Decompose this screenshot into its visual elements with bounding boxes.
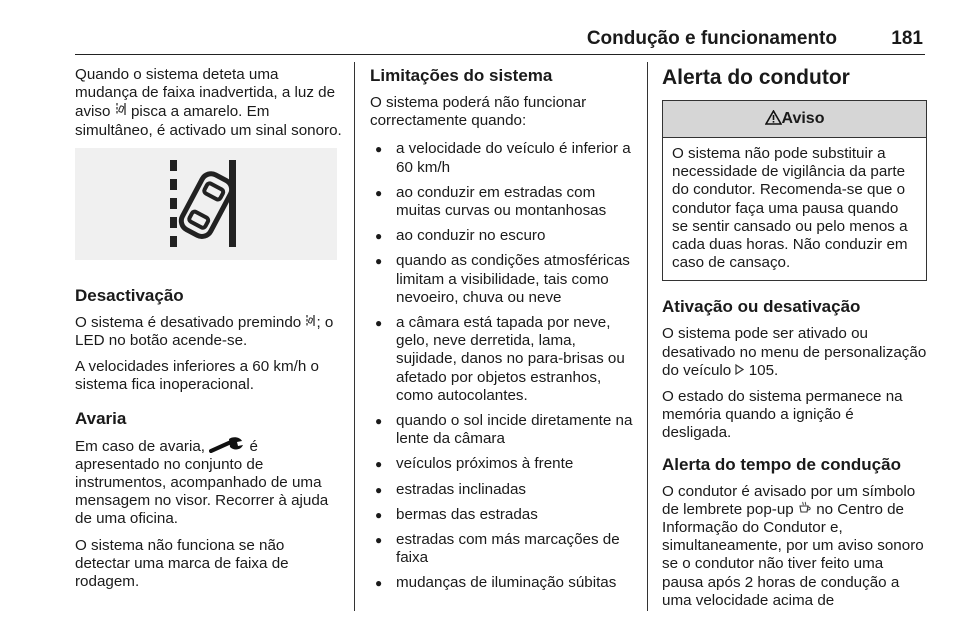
warning-title: Aviso [781,110,825,127]
list-item: ● estradas com más marcações de faixa [370,531,636,567]
activation-memory-paragraph: O estado do sistema permanece na memória quando a ignição é desligada. [662,388,903,442]
lane-car-graphic [146,156,266,252]
lane-car-illustration [75,148,337,260]
driver-alert-heading: Alerta do condutor [662,66,850,89]
page-header [75,28,925,55]
list-item: ● ao conduzir em estradas com muitas curvas ou montanhosas [370,184,636,220]
list-item: ● mudanças de iluminação súbitas [370,574,636,592]
page-number: 181 [891,28,923,49]
wrench-icon [209,437,245,453]
warning-text: O sistema não pode substituir a necessidade de vigilância da parte do condutor. Recomenda-se que o condutor faça uma pausa quando se sentir cansado ou pelo menos a cada duas horas. Não conduzir em caso de cansaço. [672,145,908,272]
activation-heading: Ativação ou desativação [662,297,861,317]
driving-time-paragraph: O condutor é avisado por um símbolo de lembrete pop-up no Centro de Informação do Condutor e, simultaneamente, por um aviso sonoro se o condutor não tiver feito uma pausa após 2 horas de condução a uma velocidade acima de [662,482,924,609]
list-item: ● estradas inclinadas [370,481,636,499]
lane-departure-button-icon [305,314,316,327]
limitations-intro: O sistema poderá não funcionar correctamente quando: [370,94,587,130]
intro-paragraph: Quando o sistema deteta uma mudança de faixa inadvertida, a luz de aviso pisca a amarelo. Em simultâneo, é activado um sinal sonoro. [75,66,342,139]
driving-time-heading: Alerta do tempo de condução [662,454,901,474]
list-item: ● quando as condições atmosféricas limitam a visibilidade, tais como nevoeiro, chuva ou neve [370,252,636,307]
list-item: ● bermas das estradas [370,506,636,524]
list-item: ● ao conduzir no escuro [370,227,636,245]
lane-departure-icon [115,102,127,116]
warning-box [662,100,927,281]
page-title: Condução e funcionamento [586,28,837,49]
list-item: ● a câmara está tapada por neve, gelo, neve derretida, lama, sujidade, danos no para-brisas ou afetado por objetos estranhos, como autocolantes. [370,314,636,405]
warning-triangle-icon [765,110,782,125]
column-2 [370,66,636,600]
coffee-cup-icon [798,501,812,514]
page-reference-icon [735,364,744,375]
fault-heading: Avaria [75,408,127,428]
column-divider [354,62,355,611]
list-item: ● a velocidade do veículo é inferior a 60 km/h [370,140,636,176]
column-1 [75,66,343,599]
limitations-heading: Limitações do sistema [370,66,553,85]
column-3 [662,66,927,618]
activation-paragraph: O sistema pode ser ativado ou desativado no menu de personalização do veículo 105. [662,325,927,379]
list-item: ● quando o sol incide diretamente na lente da câmara [370,412,636,448]
list-item: ● veículos próximos à frente [370,455,636,473]
deactivation-paragraph: O sistema é desativado premindo ; o LED no botão acende-se. [75,313,334,350]
column-divider [647,62,648,611]
fault-lane-paragraph: O sistema não funciona se não detectar uma marca de faixa de rodagem. [75,536,289,591]
deactivation-heading: Desactivação [75,285,184,305]
fault-paragraph: Em caso de avaria, é apresentado no conjunto de instrumentos, acompanhado de uma mensagem no visor. Recorrer à ajuda de uma oficina. [75,437,329,528]
limitations-list [370,140,636,592]
deactivation-speed-paragraph: A velocidades inferiores a 60 km/h o sistema fica inoperacional. [75,358,319,394]
warning-header [663,101,926,138]
